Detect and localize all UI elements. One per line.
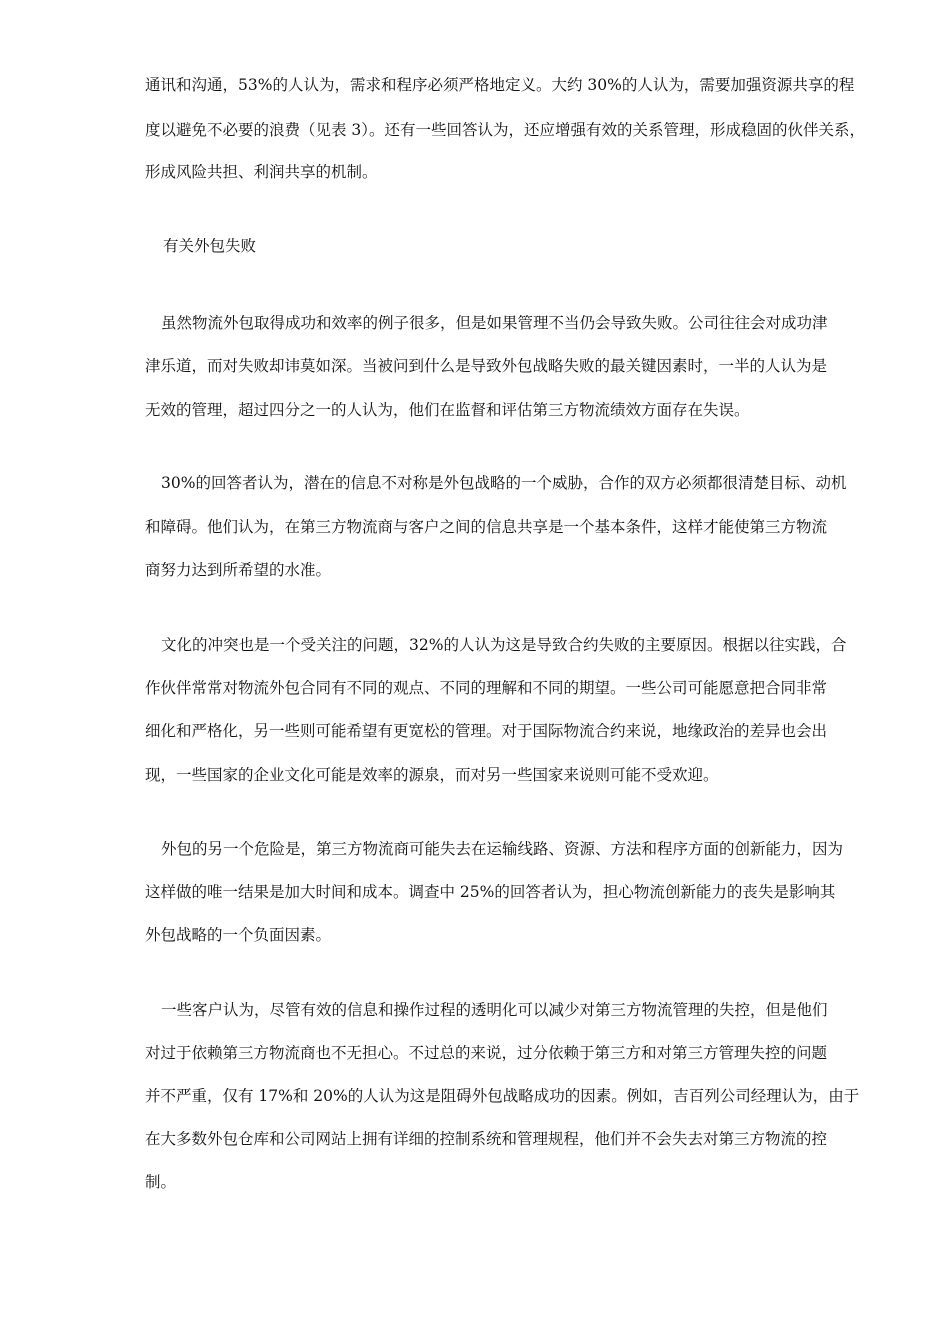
paragraph-intro-line-1: 通讯和沟通，53%的人认为，需求和程序必须严格地定义。大约 30%的人认为，需要加强资源共享的程 <box>145 76 855 94</box>
paragraph-5-line-1: 一些客户认为，尽管有效的信息和操作过程的透明化可以减少对第三方物流管理的失控，但是他们 <box>161 1001 828 1019</box>
paragraph-1-line-1: 虽然物流外包取得成功和效率的例子很多，但是如果管理不当仍会导致失败。公司往往会对成功津 <box>161 314 828 332</box>
paragraph-1-line-2: 津乐道，而对失败却讳莫如深。当被问到什么是导致外包战略失败的最关键因素时，一半的人认为是 <box>145 357 828 375</box>
paragraph-5-line-2: 对过于依赖第三方物流商也不无担心。不过总的来说，过分依赖于第三方和对第三方管理失控的问题 <box>145 1044 828 1062</box>
paragraph-3-line-4: 现，一些国家的企业文化可能是效率的源泉，而对另一些国家来说则可能不受欢迎。 <box>145 766 719 784</box>
paragraph-5-line-4: 在大多数外包仓库和公司网站上拥有详细的控制系统和管理规程，他们并不会失去对第三方物流的控 <box>145 1130 828 1148</box>
paragraph-2-line-1: 30%的回答者认为，潜在的信息不对称是外包战略的一个威胁，合作的双方必须都很清楚目标、动机 <box>161 474 847 492</box>
paragraph-3-line-2: 作伙伴常常对物流外包合同有不同的观点、不同的理解和不同的期望。一些公司可能愿意把合同非常 <box>145 679 828 697</box>
paragraph-4-line-2: 这样做的唯一结果是加大时间和成本。调查中 25%的回答者认为，担心物流创新能力的丧失是影响其 <box>145 883 836 901</box>
paragraph-2-line-2: 和障碍。他们认为，在第三方物流商与客户之间的信息共享是一个基本条件，这样才能使第三方物流 <box>145 518 828 536</box>
paragraph-intro-line-2: 度以避免不必要的浪费（见表 3）。还有一些回答认为，还应增强有效的关系管理，形成稳固的伙伴关系， <box>145 121 866 139</box>
paragraph-5-line-5: 制。 <box>145 1173 177 1191</box>
paragraph-2-line-3: 商努力达到所希望的水准。 <box>145 561 332 579</box>
paragraph-3-line-3: 细化和严格化，另一些则可能希望有更宽松的管理。对于国际物流合约来说，地缘政治的差异也会出 <box>145 722 828 740</box>
paragraph-intro-line-3: 形成风险共担、利润共享的机制。 <box>145 163 378 181</box>
section-heading: 有关外包失败 <box>163 237 257 255</box>
paragraph-5-line-3: 并不严重，仅有 17%和 20%的人认为这是阻碍外包战略成功的因素。例如，吉百列公司经理认为，由于 <box>145 1087 860 1105</box>
paragraph-3-line-1: 文化的冲突也是一个受关注的问题，32%的人认为这是导致合约失败的主要原因。根据以往实践，合 <box>161 636 847 654</box>
paragraph-4-line-1: 外包的另一个危险是，第三方物流商可能失去在运输线路、资源、方法和程序方面的创新能力，因为 <box>161 840 844 858</box>
paragraph-4-line-3: 外包战略的一个负面因素。 <box>145 926 332 944</box>
paragraph-1-line-3: 无效的管理，超过四分之一的人认为，他们在监督和评估第三方物流绩效方面存在失误。 <box>145 401 750 419</box>
